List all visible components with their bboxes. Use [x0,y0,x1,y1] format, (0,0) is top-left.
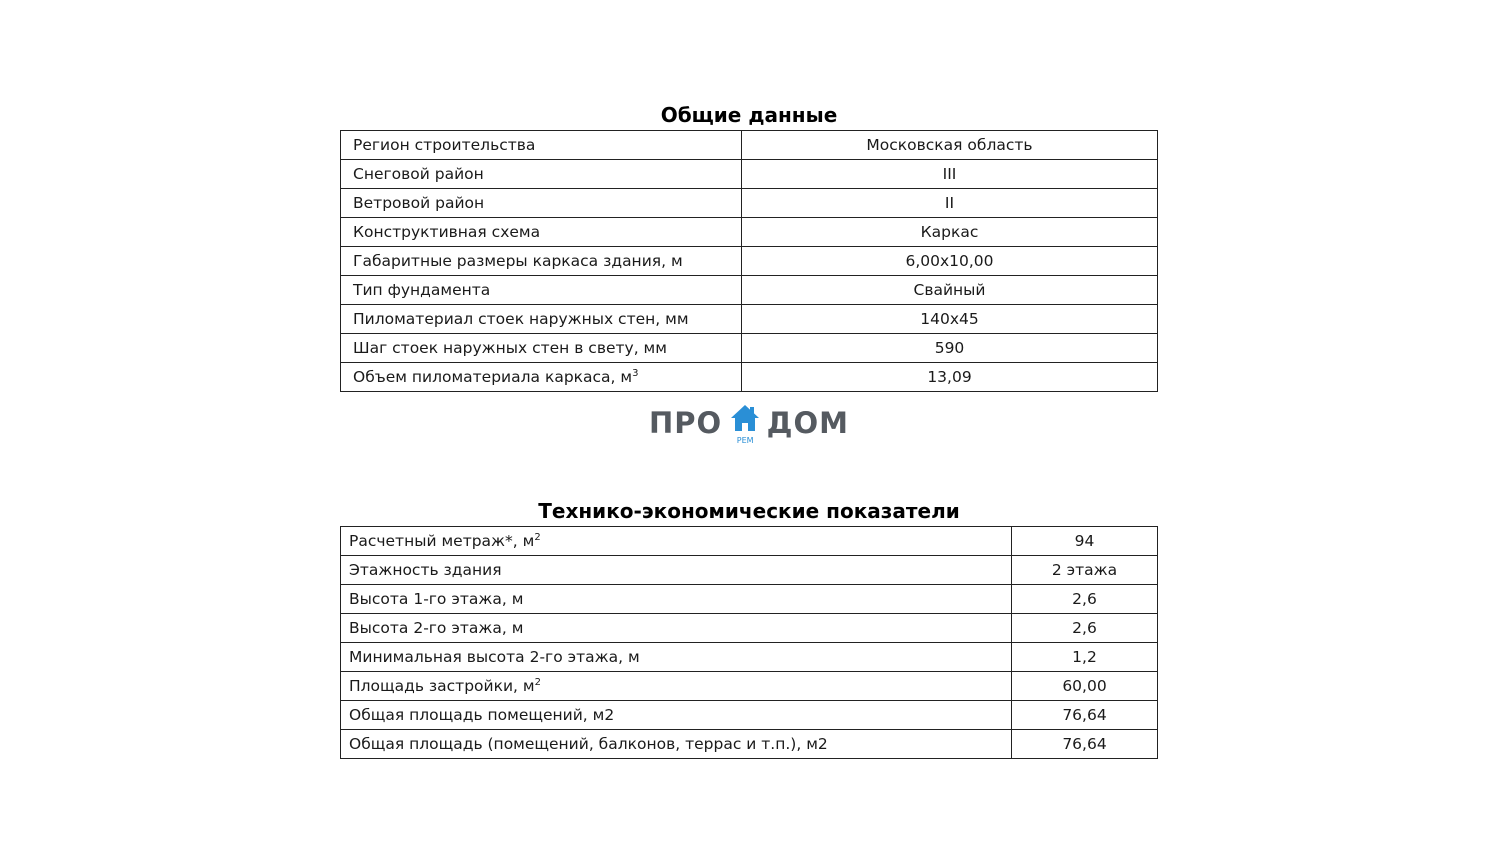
row-value: 1,2 [1012,643,1158,672]
table-row [341,585,1158,614]
prodom-logo [649,400,849,446]
general-data-title: Общие данные [660,103,838,127]
row-label: Ветровой район [341,189,742,218]
row-label: Высота 1-го этажа, м [341,585,1012,614]
table-row [341,218,1158,247]
table-row [341,160,1158,189]
row-label: Минимальная высота 2-го этажа, м [341,643,1012,672]
row-label: Площадь застройки, $м^2$ [341,672,1012,701]
row-label: Общая площадь (помещений, балконов, террас и т.п.), м2 [341,730,1012,759]
row-value: 2,6 [1012,585,1158,614]
house-icon-graphic [730,403,760,433]
superscript: 2 [534,676,541,688]
row-label: Высота 2-го этажа, м [341,614,1012,643]
logo-text-right: ДОМ [766,406,849,440]
row-value: Московская область [742,131,1158,160]
table-row [341,730,1158,759]
row-value: 13,09 [742,363,1158,392]
row-label: Габаритные размеры каркаса здания, м [341,247,742,276]
row-value: 76,64 [1012,730,1158,759]
table-row [341,247,1158,276]
logo-sub-text: РЕМ [736,436,754,445]
row-value: II [742,189,1158,218]
row-value: 76,64 [1012,701,1158,730]
row-value: Каркас [742,218,1158,247]
row-value: 2,6 [1012,614,1158,643]
general-data-table [340,130,1158,392]
table-row [341,334,1158,363]
row-label: Снеговой район [341,160,742,189]
row-label: Пиломатериал стоек наружных стен, мм [341,305,742,334]
row-value: 140х45 [742,305,1158,334]
row-value: 60,00 [1012,672,1158,701]
row-label: Конструктивная схема [341,218,742,247]
row-label: Шаг стоек наружных стен в свету, мм [341,334,742,363]
house-icon [728,403,760,443]
superscript: 2 [534,531,541,543]
row-label: Этажность здания [341,556,1012,585]
logo-text-left: ПРО [649,406,723,440]
table-row [341,556,1158,585]
table-row [341,701,1158,730]
tech-indicators-title: Технико-экономические показатели [538,499,960,523]
superscript: 3 [632,367,639,379]
row-value: 2 этажа [1012,556,1158,585]
row-label: Регион строительства [341,131,742,160]
row-label: Объем пиломатериала каркаса, $м^3$ [341,363,742,392]
table-row [341,527,1158,556]
row-value: 590 [742,334,1158,363]
table-row [341,643,1158,672]
table-row [341,131,1158,160]
table-row [341,305,1158,334]
row-label: Расчетный метраж*, $м^2$ [341,527,1012,556]
table-row [341,189,1158,218]
table-row [341,363,1158,392]
row-value: III [742,160,1158,189]
tech-indicators-table [340,526,1158,759]
row-label: Тип фундамента [341,276,742,305]
table-row [341,672,1158,701]
row-value: Свайный [742,276,1158,305]
row-label: Общая площадь помещений, м2 [341,701,1012,730]
table-row [341,614,1158,643]
row-value: 6,00х10,00 [742,247,1158,276]
table-row [341,276,1158,305]
row-value: 94 [1012,527,1158,556]
